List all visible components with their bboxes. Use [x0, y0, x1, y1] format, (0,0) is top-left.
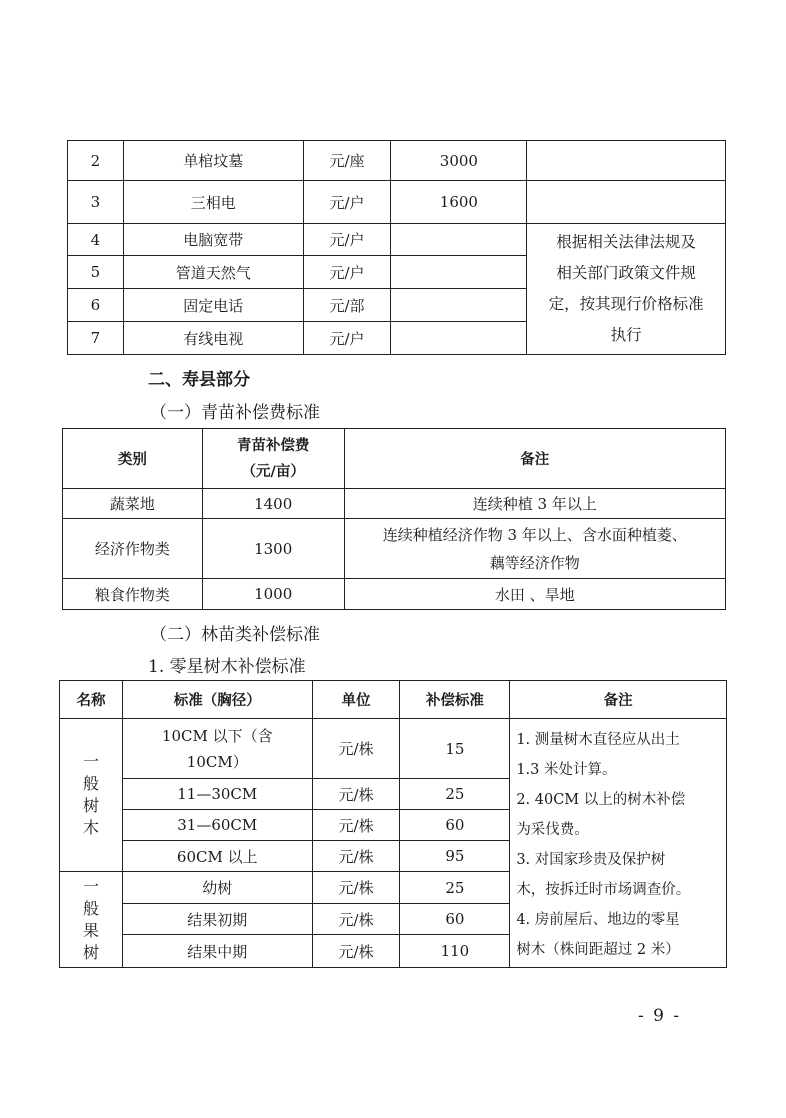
- remark-line: 树木（株间距超过 2 米）: [516, 942, 680, 958]
- unit: 元/株: [312, 810, 400, 841]
- header-fee-line: （元/亩）: [241, 463, 305, 480]
- table-row: [63, 519, 726, 579]
- compensation: 60: [400, 904, 510, 935]
- item-name: 三相电: [123, 181, 303, 224]
- remark: 水田 、旱地: [344, 579, 725, 610]
- standard-line: 10CM 以下（含: [161, 726, 273, 745]
- header-name: 名称: [60, 681, 123, 719]
- remark-line: 3. 对国家珍贵及保护树: [516, 852, 666, 868]
- remark-line: 1.3 米处计算。: [516, 762, 617, 778]
- standard: 31—60CM: [122, 810, 312, 841]
- unit: 元/株: [312, 779, 400, 810]
- header-fee-line: 青苗补偿费: [236, 437, 310, 454]
- row-number: 3: [68, 181, 124, 224]
- unit: 元/株: [312, 935, 400, 968]
- compensation: 25: [400, 779, 510, 810]
- header-category: 类别: [63, 429, 203, 489]
- unit: 元/株: [312, 872, 400, 904]
- header-remark: 备注: [344, 429, 725, 489]
- unit: 元/株: [312, 841, 400, 872]
- standard: 11—30CM: [122, 779, 312, 810]
- item-name: 单棺坟墓: [123, 141, 303, 181]
- header-unit: 单位: [312, 681, 400, 719]
- standard-line: 10CM）: [186, 752, 248, 771]
- table-row: [68, 181, 726, 224]
- price: 1600: [391, 181, 527, 224]
- group-name-fruit-trees: [60, 872, 123, 968]
- standard: 60CM 以上: [122, 841, 312, 872]
- header-remark: 备注: [510, 681, 727, 719]
- note-line: 定，按其现行价格标准: [548, 295, 704, 313]
- row-number: 2: [68, 141, 124, 181]
- group-name-general-trees: [60, 719, 123, 872]
- unit: 元/座: [303, 141, 391, 181]
- category: 粮食作物类: [63, 579, 203, 610]
- unit: 元/株: [312, 719, 400, 779]
- empty-cell: [527, 181, 726, 224]
- merged-note: [527, 224, 726, 355]
- table-row: [68, 224, 726, 256]
- table-row: [60, 719, 727, 779]
- remark-line: 1. 测量树木直径应从出土: [516, 732, 680, 748]
- remark: [344, 519, 725, 579]
- header-row: [60, 681, 727, 719]
- compensation: 15: [400, 719, 510, 779]
- table-row: [63, 579, 726, 610]
- row-number: 5: [68, 256, 124, 289]
- item-name: 固定电话: [123, 289, 303, 322]
- standard: [122, 719, 312, 779]
- row-number: 6: [68, 289, 124, 322]
- remark-line: 连续种植经济作物 3 年以上、含水面种植菱、: [382, 525, 687, 544]
- category: 经济作物类: [63, 519, 203, 579]
- header-standard: 标准（胸径）: [122, 681, 312, 719]
- note-line: 根据相关法律法规及: [556, 233, 696, 251]
- price: [391, 224, 527, 256]
- item-name: 有线电视: [123, 322, 303, 355]
- section-heading: 二、寿县部分: [148, 370, 250, 390]
- standard: 幼树: [122, 872, 312, 904]
- row-number: 4: [68, 224, 124, 256]
- remark-line: 藕等经济作物: [489, 553, 580, 572]
- subsection-heading: 1. 零星树木补偿标准: [148, 657, 306, 677]
- fee: 1000: [202, 579, 344, 610]
- item-name: 管道天然气: [123, 256, 303, 289]
- price: [391, 289, 527, 322]
- utilities-table: [67, 140, 726, 355]
- category: 蔬菜地: [63, 489, 203, 519]
- header-compensation: 补偿标准: [400, 681, 510, 719]
- price: [391, 322, 527, 355]
- fee: 1300: [202, 519, 344, 579]
- table-row: [63, 489, 726, 519]
- remark-line: 2. 40CM 以上的树木补偿: [516, 792, 686, 808]
- page-number: - 9 -: [638, 1006, 682, 1026]
- unit: 元/户: [303, 322, 391, 355]
- unit: 元/户: [303, 224, 391, 256]
- price: 3000: [391, 141, 527, 181]
- remark-line: 4. 房前屋后、地边的零星: [516, 912, 680, 928]
- subsection-heading: （二）林苗类补偿标准: [150, 625, 320, 645]
- compensation: 25: [400, 872, 510, 904]
- fee: 1400: [202, 489, 344, 519]
- crop-compensation-table: [62, 428, 726, 610]
- unit: 元/户: [303, 181, 391, 224]
- compensation: 95: [400, 841, 510, 872]
- note-line: 相关部门政策文件规: [556, 264, 696, 282]
- note-line: 执行: [610, 326, 642, 344]
- remark-line: 木，按拆迁时市场调查价。: [516, 882, 691, 898]
- header-fee: [202, 429, 344, 489]
- table-row: [68, 141, 726, 181]
- remarks-cell: [510, 719, 727, 968]
- tree-compensation-table: [59, 680, 727, 968]
- subsection-heading: （一）青苗补偿费标准: [150, 403, 320, 423]
- group-name-text: 一般果树: [82, 876, 99, 962]
- compensation: 110: [400, 935, 510, 968]
- unit: 元/户: [303, 256, 391, 289]
- remark: 连续种植 3 年以上: [344, 489, 725, 519]
- price: [391, 256, 527, 289]
- unit: 元/株: [312, 904, 400, 935]
- item-name: 电脑宽带: [123, 224, 303, 256]
- unit: 元/部: [303, 289, 391, 322]
- standard: 结果中期: [122, 935, 312, 968]
- group-name-text: 一般树木: [82, 752, 99, 837]
- compensation: 60: [400, 810, 510, 841]
- header-row: [63, 429, 726, 489]
- standard: 结果初期: [122, 904, 312, 935]
- row-number: 7: [68, 322, 124, 355]
- remark-line: 为采伐费。: [516, 822, 589, 838]
- empty-cell: [527, 141, 726, 181]
